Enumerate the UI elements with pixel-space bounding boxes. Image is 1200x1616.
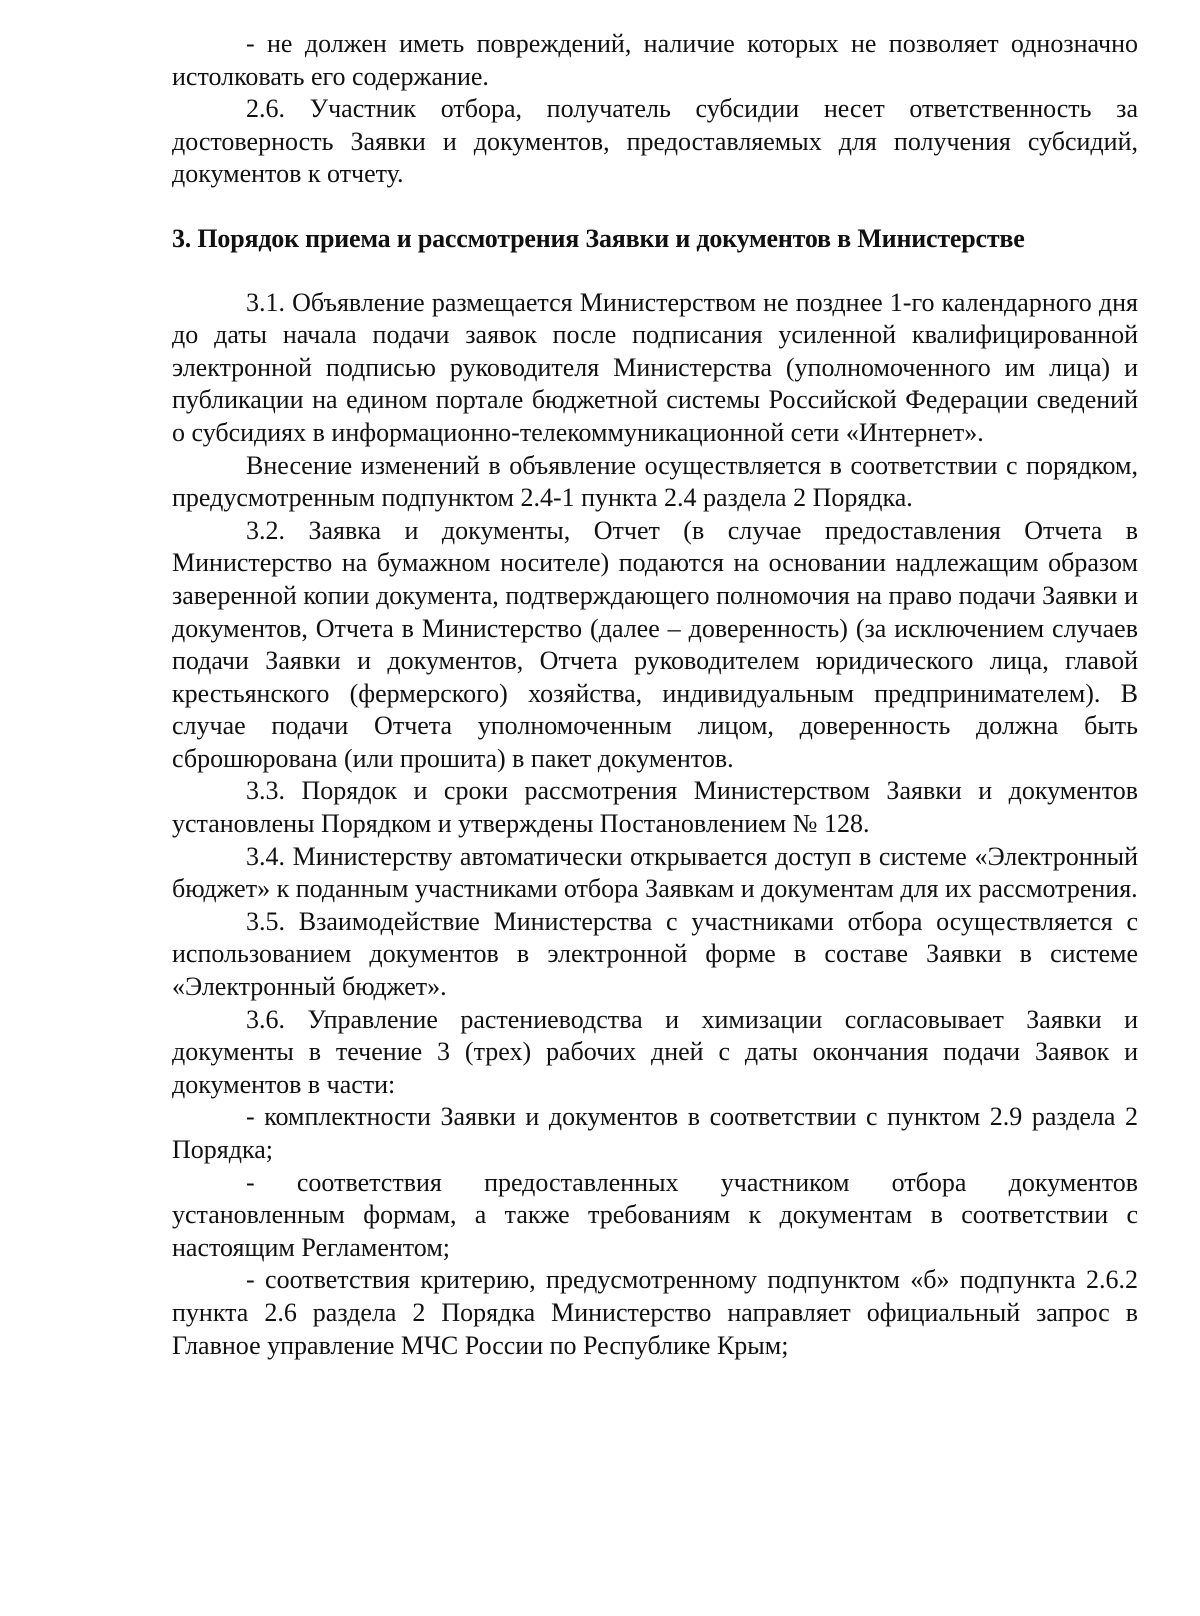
list-item-completeness: - комплектности Заявки и документов в соответствии с пунктом 2.9 раздела 2 Порядка; (172, 1102, 1138, 1164)
document-page (172, 28, 1138, 1362)
paragraph-3-6: 3.6. Управление растениеводства и химизации согласовывает Заявки и документы в течение 3 (трех) рабочих дней с даты окончания подачи Заявок и документов в части: (172, 1004, 1138, 1099)
paragraph-2-6: 2.6. Участник отбора, получатель субсидии несет ответственность за достоверность Заявки и документов, предоставляемых для получения субсидий, документов к отчету. (172, 94, 1138, 189)
paragraph-damage-condition: - не должен иметь повреждений, наличие которых не позволяет однозначно истолковать его содержание. (172, 29, 1138, 91)
list-item-criterion-compliance: - соответствия критерию, предусмотренному подпунктом «б» подпункта 2.6.2 пункта 2.6 раздела 2 Порядка Министерство направляет официальный запрос в Главное управление МЧС России по Республике Крым; (172, 1265, 1138, 1360)
paragraph-3-1: 3.1. Объявление размещается Министерством не позднее 1-го календарного дня до даты начала подачи заявок после подписания усиленной квалифицированной электронной подписью руководителя Министерства (уполномоченного им лица) и публикации на едином портале бюджетной системы Российской Федерации сведений о субсидиях в информационно-телекоммуникационной сети «Интернет». (172, 287, 1138, 447)
paragraph-amendments: Внесение изменений в объявление осуществляется в соответствии с порядком, предусмотренным подпунктом 2.4-1 пункта 2.4 раздела 2 Порядка. (172, 450, 1138, 513)
paragraph-3-3: 3.3. Порядок и сроки рассмотрения Министерством Заявки и документов установлены Порядком и утверждены Постановлением № 128. (172, 776, 1138, 839)
paragraph-3-4: 3.4. Министерству автоматически открывается доступ в системе «Электронный бюджет» к поданным участниками отбора Заявкам и документам для их рассмотрения. (172, 841, 1138, 904)
paragraph-3-2: 3.2. Заявка и документы, Отчет (в случае предоставления Отчета в Министерство на бумажном носителе) подаются на основании надлежащим образом заверенной копии документа, подтверждающего полномочия на право подачи Заявки и документов, Отчета в Министерство (далее – доверенность) (за исключением случаев подачи Заявки и документов, Отчета руководителем юридического лица, главой крестьянского (фермерского) хозяйства, индивидуальным предпринимателем). В случае подачи Отчета уполномоченным лицом, доверенность должна быть сброшюрована (или прошита) в пакет документов. (172, 515, 1138, 773)
list-item-forms-compliance: - соответствия предоставленных участником отбора документов установленным формам, а также требованиям к документам в соответствии с настоящим Регламентом; (172, 1167, 1138, 1262)
paragraph-3-5: 3.5. Взаимодействие Министерства с участниками отбора осуществляется с использованием документов в электронной форме в составе Заявки в системе «Электронный бюджет». (172, 906, 1138, 1002)
section-heading-3: 3. Порядок приема и рассмотрения Заявки и документов в Министерстве (172, 223, 1025, 253)
